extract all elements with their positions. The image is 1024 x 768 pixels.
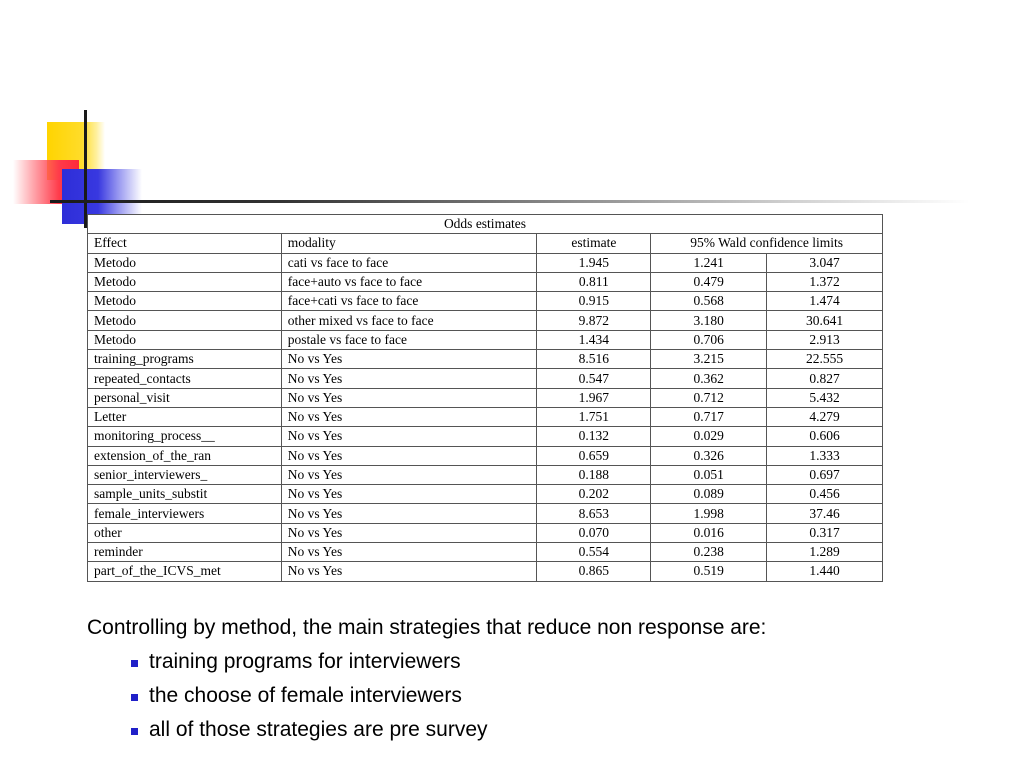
cell-lower-limit: 0.362 <box>651 369 767 388</box>
cell-effect: Metodo <box>88 311 282 330</box>
header-confidence-limits: 95% Wald confidence limits <box>651 234 883 253</box>
cell-modality: No vs Yes <box>281 388 537 407</box>
cell-modality: No vs Yes <box>281 407 537 426</box>
cell-modality: other mixed vs face to face <box>281 311 537 330</box>
cell-estimate: 0.915 <box>537 292 651 311</box>
cell-modality: No vs Yes <box>281 543 537 562</box>
summary-bullet-item <box>131 683 1007 709</box>
cell-modality: cati vs face to face <box>281 253 537 272</box>
cell-effect: monitoring_process__ <box>88 427 282 446</box>
cell-effect: Metodo <box>88 330 282 349</box>
square-bullet-icon <box>131 694 138 701</box>
header-estimate: estimate <box>537 234 651 253</box>
summary-bullet-list <box>87 649 1007 743</box>
cell-lower-limit: 0.712 <box>651 388 767 407</box>
table-row <box>88 369 883 388</box>
cell-estimate: 0.188 <box>537 465 651 484</box>
cell-effect: sample_units_substit <box>88 485 282 504</box>
cell-lower-limit: 0.717 <box>651 407 767 426</box>
cell-lower-limit: 1.998 <box>651 504 767 523</box>
table-row <box>88 330 883 349</box>
table-title-row <box>88 215 883 234</box>
cell-upper-limit: 30.641 <box>767 311 883 330</box>
table-row <box>88 311 883 330</box>
cell-estimate: 0.659 <box>537 446 651 465</box>
table-row <box>88 523 883 542</box>
summary-text <box>87 615 1007 751</box>
cell-estimate: 0.554 <box>537 543 651 562</box>
cell-effect: senior_interviewers_ <box>88 465 282 484</box>
summary-bullet-item <box>131 717 1007 743</box>
cell-modality: No vs Yes <box>281 465 537 484</box>
cell-effect: female_interviewers <box>88 504 282 523</box>
square-bullet-icon <box>131 728 138 735</box>
cell-modality: No vs Yes <box>281 369 537 388</box>
cell-modality: postale vs face to face <box>281 330 537 349</box>
table-row <box>88 446 883 465</box>
cell-modality: No vs Yes <box>281 523 537 542</box>
cell-modality: No vs Yes <box>281 446 537 465</box>
cell-modality: No vs Yes <box>281 562 537 581</box>
cell-upper-limit: 4.279 <box>767 407 883 426</box>
cell-effect: repeated_contacts <box>88 369 282 388</box>
cell-lower-limit: 3.180 <box>651 311 767 330</box>
decor-vertical-line <box>84 110 87 228</box>
summary-bullet-item <box>131 649 1007 675</box>
cell-effect: extension_of_the_ran <box>88 446 282 465</box>
table-row <box>88 350 883 369</box>
cell-upper-limit: 1.333 <box>767 446 883 465</box>
table-row <box>88 465 883 484</box>
cell-upper-limit: 1.474 <box>767 292 883 311</box>
table-row <box>88 504 883 523</box>
summary-lead: Controlling by method, the main strategies that reduce non response are: <box>87 616 767 639</box>
cell-upper-limit: 1.440 <box>767 562 883 581</box>
cell-upper-limit: 0.697 <box>767 465 883 484</box>
odds-estimates-table <box>87 214 883 582</box>
cell-estimate: 0.202 <box>537 485 651 504</box>
cell-estimate: 8.516 <box>537 350 651 369</box>
square-bullet-icon <box>131 660 138 667</box>
cell-modality: No vs Yes <box>281 427 537 446</box>
cell-estimate: 8.653 <box>537 504 651 523</box>
table-row <box>88 427 883 446</box>
cell-lower-limit: 0.016 <box>651 523 767 542</box>
cell-modality: No vs Yes <box>281 485 537 504</box>
cell-lower-limit: 0.326 <box>651 446 767 465</box>
cell-modality: face+cati vs face to face <box>281 292 537 311</box>
header-modality: modality <box>281 234 537 253</box>
cell-effect: Metodo <box>88 253 282 272</box>
table-row <box>88 485 883 504</box>
cell-lower-limit: 0.519 <box>651 562 767 581</box>
cell-effect: training_programs <box>88 350 282 369</box>
cell-upper-limit: 0.606 <box>767 427 883 446</box>
cell-estimate: 0.811 <box>537 272 651 291</box>
cell-modality: No vs Yes <box>281 504 537 523</box>
cell-upper-limit: 3.047 <box>767 253 883 272</box>
summary-bullet-text: all of those strategies are pre survey <box>149 718 488 741</box>
cell-upper-limit: 1.372 <box>767 272 883 291</box>
cell-modality: face+auto vs face to face <box>281 272 537 291</box>
cell-effect: personal_visit <box>88 388 282 407</box>
cell-effect: Metodo <box>88 272 282 291</box>
cell-effect: other <box>88 523 282 542</box>
cell-effect: Metodo <box>88 292 282 311</box>
cell-upper-limit: 0.456 <box>767 485 883 504</box>
cell-upper-limit: 22.555 <box>767 350 883 369</box>
cell-upper-limit: 2.913 <box>767 330 883 349</box>
table-row <box>88 272 883 291</box>
cell-lower-limit: 0.051 <box>651 465 767 484</box>
cell-estimate: 0.547 <box>537 369 651 388</box>
cell-effect: part_of_the_ICVS_met <box>88 562 282 581</box>
table-row <box>88 543 883 562</box>
cell-modality: No vs Yes <box>281 350 537 369</box>
table-title: Odds estimates <box>88 215 883 234</box>
cell-lower-limit: 1.241 <box>651 253 767 272</box>
cell-estimate: 0.070 <box>537 523 651 542</box>
summary-bullet-text: training programs for interviewers <box>149 650 461 673</box>
cell-lower-limit: 0.568 <box>651 292 767 311</box>
cell-lower-limit: 3.215 <box>651 350 767 369</box>
header-effect: Effect <box>88 234 282 253</box>
table-header-row <box>88 234 883 253</box>
cell-effect: Letter <box>88 407 282 426</box>
cell-estimate: 0.865 <box>537 562 651 581</box>
cell-upper-limit: 0.827 <box>767 369 883 388</box>
table-row <box>88 407 883 426</box>
cell-upper-limit: 1.289 <box>767 543 883 562</box>
cell-lower-limit: 0.479 <box>651 272 767 291</box>
cell-lower-limit: 0.706 <box>651 330 767 349</box>
cell-upper-limit: 37.46 <box>767 504 883 523</box>
cell-upper-limit: 5.432 <box>767 388 883 407</box>
cell-lower-limit: 0.029 <box>651 427 767 446</box>
decor-horizontal-line <box>50 200 970 203</box>
cell-estimate: 1.751 <box>537 407 651 426</box>
table-row <box>88 253 883 272</box>
cell-estimate: 9.872 <box>537 311 651 330</box>
cell-upper-limit: 0.317 <box>767 523 883 542</box>
table-row <box>88 388 883 407</box>
table-row <box>88 562 883 581</box>
summary-bullet-text: the choose of female interviewers <box>149 684 462 707</box>
cell-lower-limit: 0.238 <box>651 543 767 562</box>
cell-lower-limit: 0.089 <box>651 485 767 504</box>
cell-estimate: 1.434 <box>537 330 651 349</box>
cell-effect: reminder <box>88 543 282 562</box>
cell-estimate: 1.945 <box>537 253 651 272</box>
cell-estimate: 1.967 <box>537 388 651 407</box>
cell-estimate: 0.132 <box>537 427 651 446</box>
table-row <box>88 292 883 311</box>
